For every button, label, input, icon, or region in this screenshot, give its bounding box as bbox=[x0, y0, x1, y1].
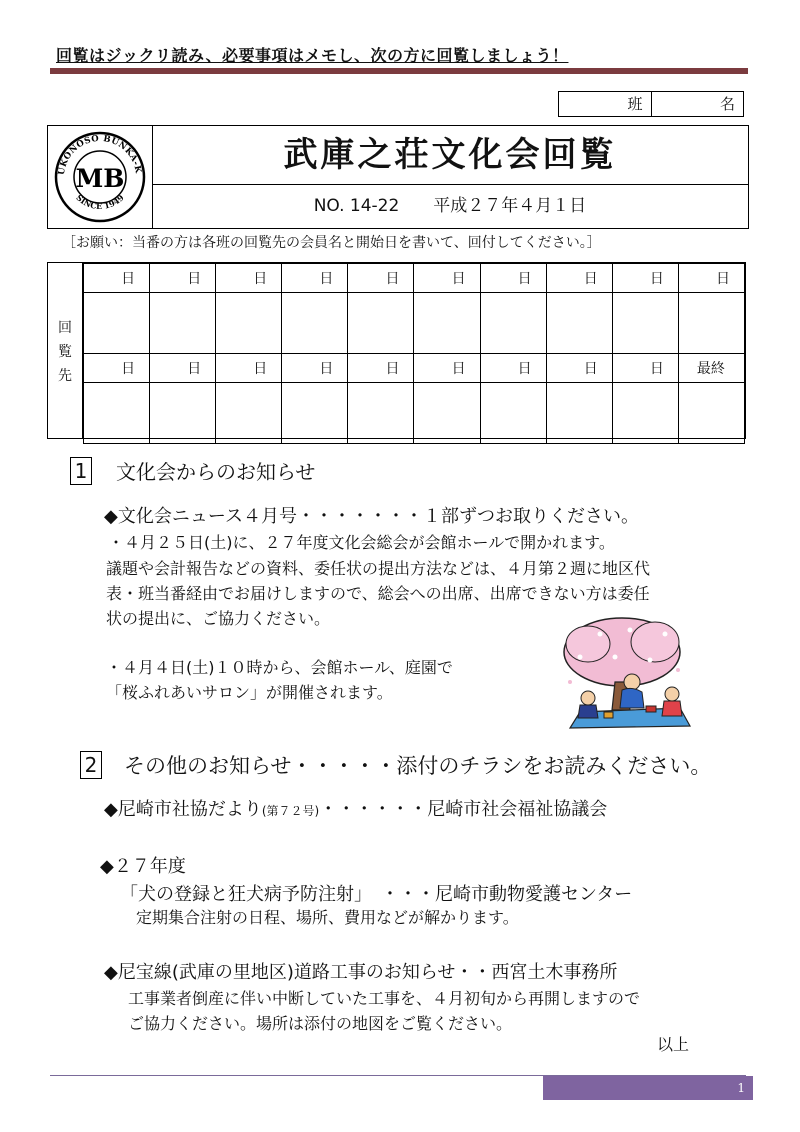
shakyo-line bbox=[104, 795, 607, 821]
logo-letters: MB bbox=[75, 164, 125, 193]
member-name-cell[interactable] bbox=[348, 383, 414, 444]
member-name-cell[interactable] bbox=[414, 383, 480, 444]
member-name-cell[interactable] bbox=[546, 383, 612, 444]
day-cell[interactable]: 日 bbox=[480, 264, 546, 293]
salon-line-2: 「桜ふれあいサロン」が開催されます。 bbox=[106, 683, 393, 702]
section2-number: 2 bbox=[80, 751, 102, 779]
road-work-line-1: 工事業者倒産に伴い中断していた工事を、４月初旬から再開しますので bbox=[128, 989, 641, 1008]
section2-heading bbox=[80, 750, 711, 780]
shakyo-title: ◆尼崎市社協だより bbox=[104, 799, 262, 820]
road-work-head: ◆尼宝線(武庫の里地区)道路工事のお知らせ・・西宮土木事務所 bbox=[104, 962, 618, 983]
assembly-detail-3: 状の提出に、ご協力ください。 bbox=[106, 609, 331, 628]
circulation-side-label bbox=[48, 263, 83, 438]
group-name-box bbox=[558, 91, 744, 117]
page-number-bar bbox=[543, 1076, 753, 1100]
day-cell[interactable]: 日 bbox=[216, 354, 282, 383]
member-name-cell[interactable] bbox=[612, 383, 678, 444]
assembly-detail-1: 議題や会計報告などの資料、委任状の提出方法などは、４月第２週に地区代 bbox=[106, 559, 651, 578]
day-cell[interactable]: 日 bbox=[84, 354, 150, 383]
member-name-cell[interactable] bbox=[84, 293, 150, 354]
salon-line: ・４月４日(土)１０時から、会館ホール、庭園で bbox=[106, 658, 453, 677]
member-name-cell[interactable] bbox=[480, 293, 546, 354]
road-work-line-2: ご協力ください。場所は添付の地図をご覧ください。 bbox=[128, 1014, 513, 1033]
request-note: ［お願い：当番の方は各班の回覧先の会員名と開始日を書いて、回付してください。］ bbox=[62, 235, 601, 251]
day-cell[interactable]: 日 bbox=[480, 354, 546, 383]
day-cell[interactable]: 日 bbox=[678, 264, 744, 293]
issue-number-date: NO. 14-22 平成２７年４月１日 bbox=[313, 196, 587, 216]
member-name-cell[interactable] bbox=[612, 293, 678, 354]
page-title: 武庫之荘文化会回覧 bbox=[152, 126, 748, 185]
logo-cell bbox=[48, 126, 153, 228]
circulation-table bbox=[83, 263, 745, 444]
assembly-line: ・４月２５日(土)に、２７年度文化会総会が会館ホールで開かれます。 bbox=[108, 533, 615, 552]
side-char: 先 bbox=[58, 367, 72, 384]
logo-since-text: SINCE 1949 bbox=[74, 192, 126, 212]
top-divider bbox=[50, 68, 748, 74]
circulation-instruction: 回覧はジックリ読み、必要事項はメモし、次の方に回覧しましょう！ bbox=[56, 46, 569, 65]
section2-title: その他のお知らせ・・・・・添付のチラシをお読みください。 bbox=[124, 754, 712, 778]
member-name-cell[interactable] bbox=[150, 293, 216, 354]
day-cell[interactable]: 日 bbox=[282, 264, 348, 293]
side-char: 回 bbox=[58, 319, 72, 336]
day-cell[interactable]: 日 bbox=[348, 354, 414, 383]
member-name-cell[interactable] bbox=[282, 293, 348, 354]
section1-number: 1 bbox=[70, 457, 92, 485]
day-cell[interactable]: 日 bbox=[150, 354, 216, 383]
member-name-cell[interactable] bbox=[216, 293, 282, 354]
closing-mark: 以上 bbox=[657, 1035, 690, 1054]
side-char: 覧 bbox=[58, 343, 72, 360]
dog-registration-note: 定期集合注射の日程、場所、費用などが解かります。 bbox=[136, 908, 519, 927]
news-line: ◆文化会ニュース４月号・・・・・・・１部ずつお取りください。 bbox=[104, 506, 639, 527]
day-cell[interactable]: 日 bbox=[414, 354, 480, 383]
member-name-cell[interactable] bbox=[678, 383, 744, 444]
shakyo-issue: (第７２号) bbox=[261, 804, 320, 818]
member-name-cell[interactable] bbox=[414, 293, 480, 354]
day-cell[interactable]: 日 bbox=[150, 264, 216, 293]
last-cell[interactable]: 最終 bbox=[678, 354, 744, 383]
day-cell[interactable]: 日 bbox=[348, 264, 414, 293]
member-name-cell[interactable] bbox=[150, 383, 216, 444]
member-name-cell[interactable] bbox=[84, 383, 150, 444]
section1-title: 文化会からのお知らせ bbox=[116, 460, 316, 484]
header-box bbox=[47, 125, 749, 229]
member-name-cell[interactable] bbox=[480, 383, 546, 444]
day-cell[interactable]: 日 bbox=[612, 264, 678, 293]
day-cell[interactable]: 日 bbox=[414, 264, 480, 293]
shakyo-publisher: ・・・・・・尼崎市社会福祉協議会 bbox=[319, 799, 608, 820]
assembly-detail-2: 表・班当番経由でお届けしますので、総会への出席、出席できない方は委任 bbox=[106, 584, 650, 603]
member-name-cell[interactable] bbox=[546, 293, 612, 354]
member-name-cell[interactable] bbox=[216, 383, 282, 444]
mb-logo-icon bbox=[48, 126, 152, 228]
day-cell[interactable]: 日 bbox=[612, 354, 678, 383]
day-cell[interactable]: 日 bbox=[84, 264, 150, 293]
member-name-cell[interactable] bbox=[282, 383, 348, 444]
dog-registration-line: 「犬の登録と狂犬病予防注射」 ・・・尼崎市動物愛護センター bbox=[120, 884, 633, 905]
circulation-grid bbox=[47, 262, 746, 439]
day-cell[interactable]: 日 bbox=[216, 264, 282, 293]
svg-text:SINCE 1949 bbox=[74, 192, 126, 211]
page-number: 1 bbox=[737, 1081, 745, 1095]
logo-ring-text: UKONOSO BUNKA-K bbox=[56, 133, 143, 176]
group-label: 班 bbox=[559, 92, 652, 116]
day-cell[interactable]: 日 bbox=[546, 264, 612, 293]
dog-registration-head: ◆２７年度 bbox=[100, 856, 186, 877]
member-name-cell[interactable] bbox=[678, 293, 744, 354]
section1-heading bbox=[70, 456, 315, 485]
member-name-cell[interactable] bbox=[348, 293, 414, 354]
day-cell[interactable]: 日 bbox=[282, 354, 348, 383]
day-cell[interactable]: 日 bbox=[546, 354, 612, 383]
cherry-blossom-picnic-illustration bbox=[560, 612, 695, 730]
name-label: 名 bbox=[719, 95, 735, 113]
